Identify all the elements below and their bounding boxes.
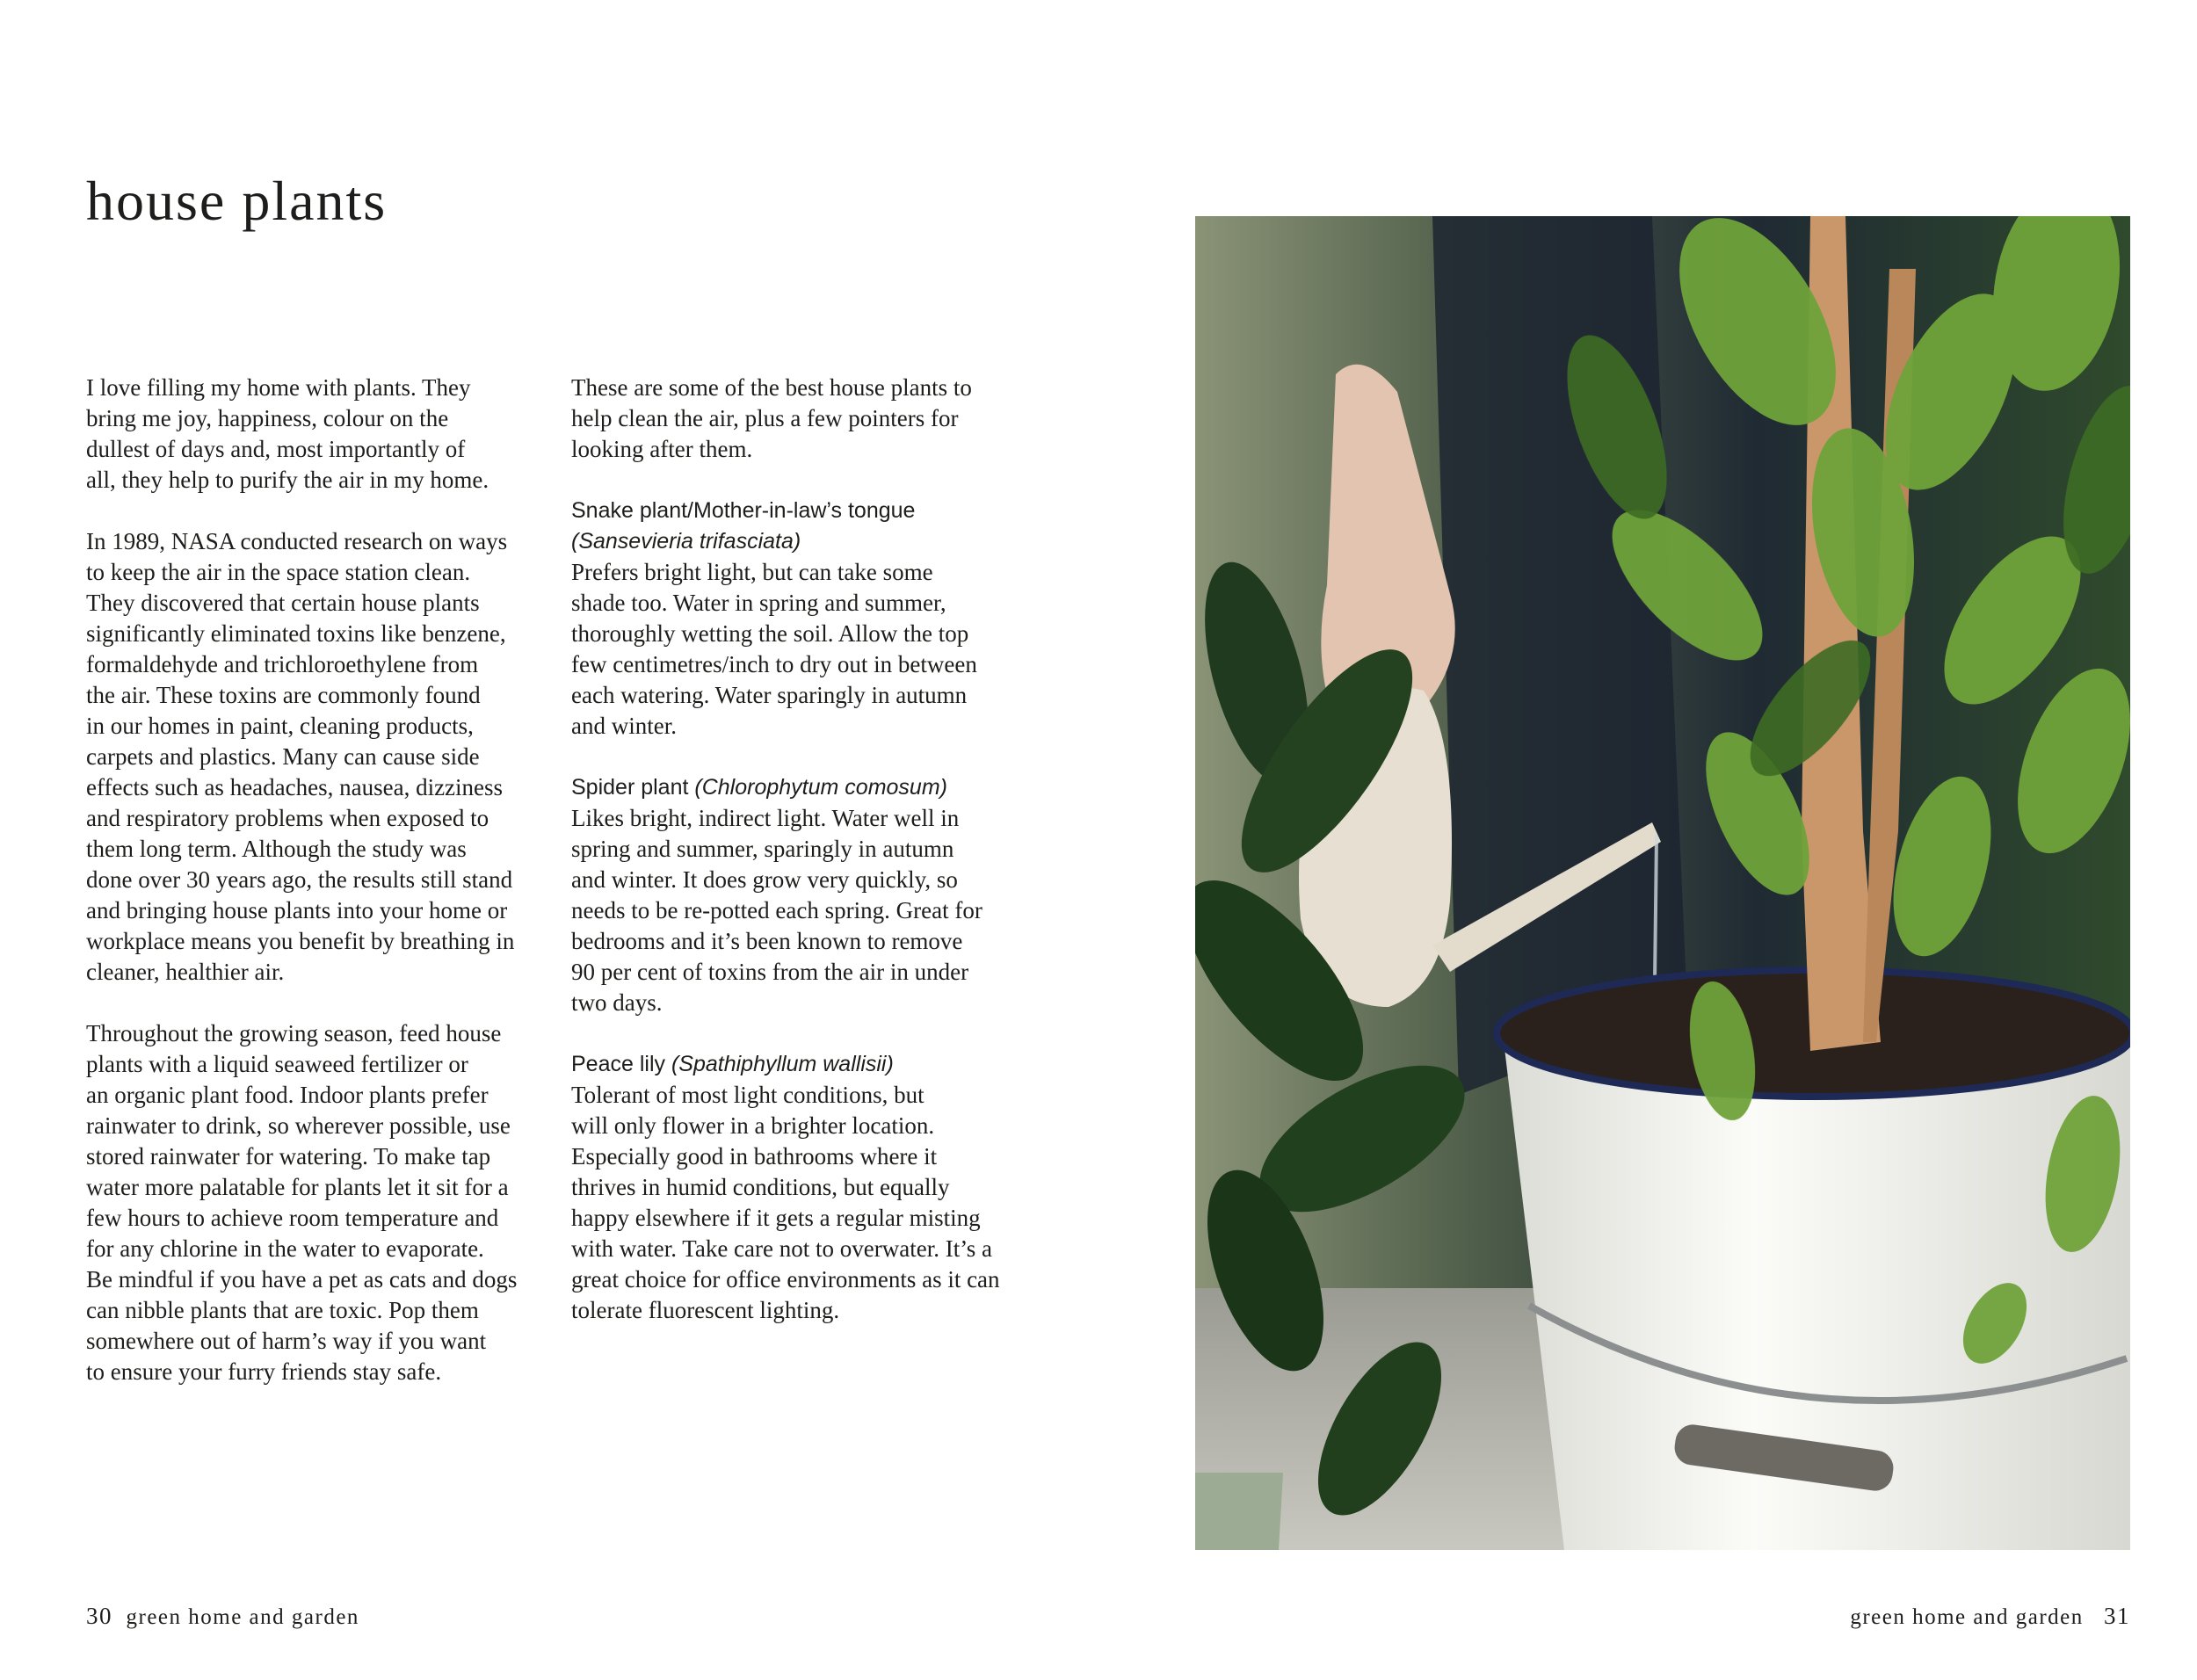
text-line: them long term. Although the study was <box>86 836 467 862</box>
folio-left <box>86 1603 359 1630</box>
text-line: in our homes in paint, cleaning products, <box>86 713 474 739</box>
text-line: an organic plant food. Indoor plants prefer <box>86 1082 489 1108</box>
text-line: bring me joy, happiness, colour on the <box>86 405 449 431</box>
nasa-paragraph <box>86 526 561 988</box>
text-line: Tolerant of most light conditions, but <box>571 1082 924 1108</box>
text-line: 90 per cent of toxins from the air in under <box>571 959 969 985</box>
running-footer-right: green home and garden <box>1850 1605 2084 1629</box>
page-number-right: 31 <box>2104 1603 2130 1629</box>
text-line: water more palatable for plants let it sit for a <box>86 1174 509 1200</box>
text-line: needs to be re-potted each spring. Great for <box>571 897 982 923</box>
text-line: somewhere out of harm’s way if you want <box>86 1328 487 1354</box>
text-line: Be mindful if you have a pet as cats and dogs <box>86 1266 518 1293</box>
plant-entry-snake-plant <box>571 496 1046 742</box>
text-line: to ensure your furry friends stay safe. <box>86 1358 442 1385</box>
text-line: bedrooms and it’s been known to remove <box>571 928 963 954</box>
text-line: spring and summer, sparingly in autumn <box>571 836 954 862</box>
text-line: I love filling my home with plants. They <box>86 374 471 401</box>
plant-latin-name: (Sansevieria trifasciata) <box>571 529 801 554</box>
plant-name: Snake plant/Mother-in-law’s tongue <box>571 498 916 523</box>
text-line: dullest of days and, most importantly of <box>86 436 466 462</box>
text-line: In 1989, NASA conducted research on ways <box>86 528 508 554</box>
text-line: thrives in humid conditions, but equally <box>571 1174 950 1200</box>
right-column <box>571 373 1046 1357</box>
text-line: stored rainwater for watering. To make tap <box>86 1143 491 1169</box>
plant-name: Spider plant <box>571 775 689 800</box>
text-line: and winter. It does grow very quickly, so <box>571 866 958 893</box>
text-line: done over 30 years ago, the results still stand <box>86 866 513 893</box>
text-line: few centimetres/inch to dry out in between <box>571 651 977 677</box>
left-column <box>86 373 561 1418</box>
text-line: each watering. Water sparingly in autumn <box>571 682 968 708</box>
text-line: the air. These toxins are commonly found <box>86 682 481 708</box>
text-line: and respiratory problems when exposed to <box>86 805 489 831</box>
text-line: Likes bright, indirect light. Water well in <box>571 805 960 831</box>
text-line: to keep the air in the space station clean. <box>86 559 471 585</box>
text-line: plants with a liquid seaweed fertilizer or <box>86 1051 468 1077</box>
text-line: and bringing house plants into your home or <box>86 897 508 923</box>
text-line: carpets and plastics. Many can cause side <box>86 743 480 770</box>
text-line: Throughout the growing season, feed house <box>86 1020 502 1046</box>
plant-latin-name: (Chlorophytum comosum) <box>694 775 947 800</box>
text-line: few hours to achieve room temperature and <box>86 1205 499 1231</box>
feeding-paragraph <box>86 1018 561 1387</box>
text-line: all, they help to purify the air in my home. <box>86 467 489 493</box>
plant-heading <box>571 772 1046 803</box>
plants-intro <box>571 373 1046 465</box>
folio-right <box>1850 1603 2130 1630</box>
intro-paragraph <box>86 373 561 496</box>
plant-entry-peace-lily <box>571 1049 1046 1326</box>
text-line: will only flower in a brighter location. <box>571 1112 935 1139</box>
text-line: effects such as headaches, nausea, dizziness <box>86 774 504 800</box>
text-line: thoroughly wetting the soil. Allow the top <box>571 620 969 647</box>
text-line: formaldehyde and trichloroethylene from <box>86 651 479 677</box>
text-line: help clean the air, plus a few pointers for <box>571 405 959 431</box>
plant-entry-spider-plant <box>571 772 1046 1018</box>
text-line: two days. <box>571 989 663 1016</box>
plant-name: Peace lily <box>571 1052 665 1076</box>
text-line: and winter. <box>571 713 677 739</box>
text-line: shade too. Water in spring and summer, <box>571 590 946 616</box>
text-line: These are some of the best house plants to <box>571 374 972 401</box>
text-line: workplace means you benefit by breathing in <box>86 928 515 954</box>
page-title: house plants <box>86 170 388 232</box>
text-line: can nibble plants that are toxic. Pop them <box>86 1297 479 1323</box>
plant-latin-name: (Spathiphyllum wallisii) <box>671 1052 894 1076</box>
text-line: significantly eliminated toxins like benzene, <box>86 620 506 647</box>
text-line: great choice for office environments as it can <box>571 1266 1000 1293</box>
text-line: for any chlorine in the water to evaporate. <box>86 1235 484 1262</box>
text-line: happy elsewhere if it gets a regular misting <box>571 1205 981 1231</box>
text-line: They discovered that certain house plants <box>86 590 480 616</box>
page-number-left: 30 <box>86 1603 112 1629</box>
text-line: with water. Take care not to overwater. It’s a <box>571 1235 992 1262</box>
plant-heading <box>571 1049 1046 1080</box>
text-line: rainwater to drink, so wherever possible, use <box>86 1112 511 1139</box>
text-line: looking after them. <box>571 436 753 462</box>
running-footer-left: green home and garden <box>126 1605 359 1629</box>
text-line: tolerate fluorescent lighting. <box>571 1297 840 1323</box>
text-line: Prefers bright light, but can take some <box>571 559 933 585</box>
plant-photo <box>1195 216 2130 1550</box>
text-line: Especially good in bathrooms where it <box>571 1143 938 1169</box>
text-line: cleaner, healthier air. <box>86 959 285 985</box>
